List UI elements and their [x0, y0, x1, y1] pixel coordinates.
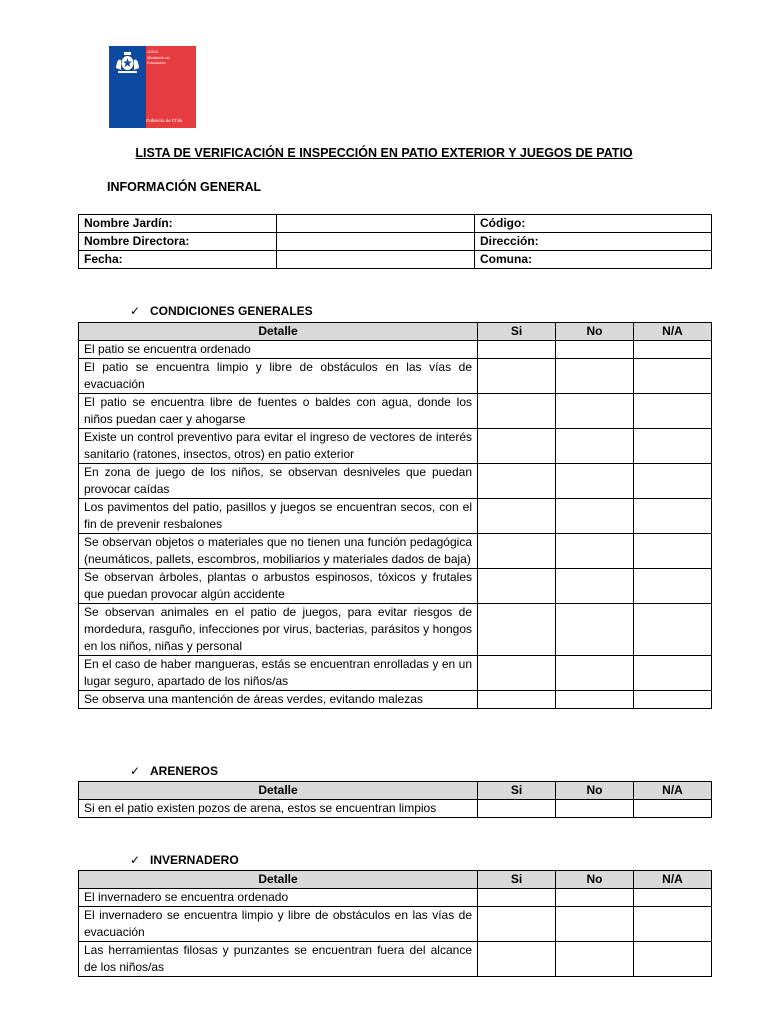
answer-cell-si[interactable]: [478, 499, 556, 534]
item-detail: El patio se encuentra libre de fuentes o baldes con agua, donde los niños puedan caer y ahogarse: [79, 394, 478, 429]
item-detail: El invernadero se encuentra ordenado: [79, 889, 478, 907]
answer-cell-si[interactable]: [478, 569, 556, 604]
table-row: [79, 359, 712, 394]
column-header-si: Si: [478, 323, 556, 341]
info-cell-right: Comuna:: [475, 251, 712, 269]
answer-cell-no[interactable]: [556, 464, 634, 499]
header-row: [79, 782, 712, 800]
answer-cell-si[interactable]: [478, 889, 556, 907]
checkmark-icon: ✓: [130, 764, 141, 778]
section-name: ARENEROS: [150, 764, 219, 778]
item-detail: En el caso de haber mangueras, estás se encuentran enrolladas y en un lugar seguro, apartado de los niños/as: [79, 656, 478, 691]
info-cell-left: Nombre Jardín:: [79, 215, 277, 233]
answer-cell-no[interactable]: [556, 656, 634, 691]
answer-cell-no[interactable]: [556, 394, 634, 429]
checkmark-icon: ✓: [130, 304, 141, 318]
answer-cell-na[interactable]: [634, 656, 712, 691]
item-detail: Si en el patio existen pozos de arena, estos se encuentran limpios: [79, 800, 478, 818]
checkmark-icon: ✓: [130, 853, 141, 867]
answer-cell-no[interactable]: [556, 604, 634, 656]
logo-blue-panel: [109, 46, 146, 128]
item-detail: Existe un control preventivo para evitar el ingreso de vectores de interés sanitario (ratones, insectos, otros) en patio exterior: [79, 429, 478, 464]
answer-cell-si[interactable]: [478, 942, 556, 977]
table-row: [79, 499, 712, 534]
answer-cell-na[interactable]: [634, 464, 712, 499]
answer-cell-na[interactable]: [634, 499, 712, 534]
table-row: [79, 800, 712, 818]
table-row: [79, 889, 712, 907]
item-detail: Se observa una mantención de áreas verdes, evitando malezas: [79, 691, 478, 709]
answer-cell-si[interactable]: [478, 534, 556, 569]
table-row: [79, 942, 712, 977]
column-header-detalle: Detalle: [79, 782, 478, 800]
info-row: [79, 251, 712, 269]
column-header-na: N/A: [634, 871, 712, 889]
answer-cell-no[interactable]: [556, 907, 634, 942]
section-title-areneros: [130, 764, 218, 778]
column-header-detalle: Detalle: [79, 323, 478, 341]
checklist-table-invernadero: [78, 870, 712, 977]
table-row: [79, 429, 712, 464]
checklist-table-areneros: [78, 781, 712, 818]
column-header-na: N/A: [634, 782, 712, 800]
answer-cell-na[interactable]: [634, 604, 712, 656]
answer-cell-na[interactable]: [634, 341, 712, 359]
answer-cell-si[interactable]: [478, 691, 556, 709]
answer-cell-no[interactable]: [556, 800, 634, 818]
item-detail: Se observan objetos o materiales que no tienen una función pedagógica (neumáticos, pallets, escombros, mobiliarios y materiales dados de baja): [79, 534, 478, 569]
info-cell-left: Nombre Directora:: [79, 233, 277, 251]
answer-cell-na[interactable]: [634, 394, 712, 429]
answer-cell-si[interactable]: [478, 429, 556, 464]
info-row: [79, 215, 712, 233]
answer-cell-na[interactable]: [634, 429, 712, 464]
table-row: [79, 464, 712, 499]
junji-logo: [109, 46, 196, 128]
answer-cell-si[interactable]: [478, 907, 556, 942]
info-row: [79, 233, 712, 251]
answer-cell-si[interactable]: [478, 656, 556, 691]
logo-red-panel: [146, 46, 196, 128]
section-title-condiciones: [130, 304, 313, 318]
info-cell-right: Código:: [475, 215, 712, 233]
answer-cell-no[interactable]: [556, 889, 634, 907]
answer-cell-si[interactable]: [478, 604, 556, 656]
answer-cell-na[interactable]: [634, 534, 712, 569]
column-header-no: No: [556, 871, 634, 889]
header-row: [79, 871, 712, 889]
answer-cell-si[interactable]: [478, 341, 556, 359]
answer-cell-na[interactable]: [634, 569, 712, 604]
column-header-no: No: [556, 323, 634, 341]
table-row: [79, 691, 712, 709]
answer-cell-na[interactable]: [634, 942, 712, 977]
coat-of-arms-icon: [113, 50, 142, 74]
answer-cell-no[interactable]: [556, 534, 634, 569]
logo-line3: Educación: [147, 60, 166, 65]
table-row: [79, 604, 712, 656]
table-row: [79, 394, 712, 429]
column-header-si: Si: [478, 782, 556, 800]
info-cell-mid[interactable]: [277, 233, 475, 251]
answer-cell-no[interactable]: [556, 942, 634, 977]
column-header-na: N/A: [634, 323, 712, 341]
item-detail: El invernadero se encuentra limpio y libre de obstáculos en las vías de evacuación: [79, 907, 478, 942]
item-detail: Se observan animales en el patio de juegos, para evitar riesgos de mordedura, rasguño, infecciones por virus, bacterias, parásitos y hongos en los niños, niñas y personal: [79, 604, 478, 656]
info-cell-right: Dirección:: [475, 233, 712, 251]
table-row: [79, 656, 712, 691]
item-detail: El patio se encuentra ordenado: [79, 341, 478, 359]
info-cell-mid[interactable]: [277, 215, 475, 233]
answer-cell-na[interactable]: [634, 359, 712, 394]
header-row: [79, 323, 712, 341]
table-row: [79, 907, 712, 942]
info-cell-left: Fecha:: [79, 251, 277, 269]
logo-footer: Gobierno de Chile: [146, 118, 183, 123]
answer-cell-no[interactable]: [556, 691, 634, 709]
answer-cell-no[interactable]: [556, 499, 634, 534]
answer-cell-no[interactable]: [556, 569, 634, 604]
item-detail: El patio se encuentra limpio y libre de obstáculos en las vías de evacuación: [79, 359, 478, 394]
answer-cell-no[interactable]: [556, 429, 634, 464]
item-detail: Las herramientas filosas y punzantes se encuentran fuera del alcance de los niños/as: [79, 942, 478, 977]
section-name: INVERNADERO: [150, 853, 239, 867]
table-row: [79, 534, 712, 569]
column-header-no: No: [556, 782, 634, 800]
answer-cell-no[interactable]: [556, 341, 634, 359]
answer-cell-na[interactable]: [634, 691, 712, 709]
item-detail: Los pavimentos del patio, pasillos y juegos se encuentran secos, con el fin de prevenir resbalones: [79, 499, 478, 534]
section-info-title: INFORMACIÓN GENERAL: [107, 180, 262, 194]
answer-cell-na[interactable]: [634, 907, 712, 942]
general-info-table: [78, 214, 712, 269]
logo-line2: Ministerio de: [147, 55, 170, 60]
answer-cell-si[interactable]: [478, 359, 556, 394]
column-header-detalle: Detalle: [79, 871, 478, 889]
answer-cell-na[interactable]: [634, 800, 712, 818]
checklist-table-condiciones: [78, 322, 712, 709]
section-title-invernadero: [130, 853, 239, 867]
answer-cell-no[interactable]: [556, 359, 634, 394]
info-cell-mid[interactable]: [277, 251, 475, 269]
answer-cell-na[interactable]: [634, 889, 712, 907]
item-detail: Se observan árboles, plantas o arbustos espinosos, tóxicos y frutales que puedan provocar algún accidente: [79, 569, 478, 604]
answer-cell-si[interactable]: [478, 464, 556, 499]
document-title: LISTA DE VERIFICACIÓN E INSPECCIÓN EN PATIO EXTERIOR Y JUEGOS DE PATIO: [135, 146, 633, 160]
column-header-si: Si: [478, 871, 556, 889]
table-row: [79, 341, 712, 359]
logo-line1: JUNJI: [147, 49, 158, 54]
item-detail: En zona de juego de los niños, se observan desniveles que puedan provocar caídas: [79, 464, 478, 499]
table-row: [79, 569, 712, 604]
answer-cell-si[interactable]: [478, 394, 556, 429]
section-name: CONDICIONES GENERALES: [150, 304, 313, 318]
answer-cell-si[interactable]: [478, 800, 556, 818]
